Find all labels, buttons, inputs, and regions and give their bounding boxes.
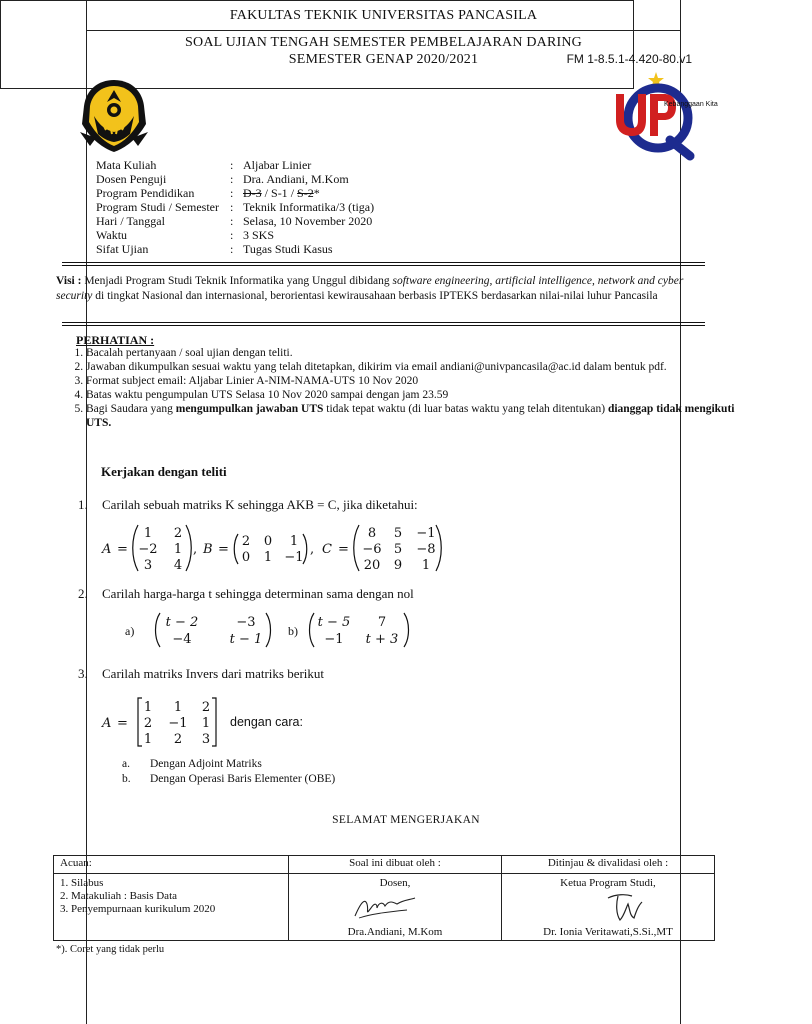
info-value: Dra. Andiani, M.Kom	[243, 172, 349, 186]
exam-title-line2: SEMESTER GENAP 2020/2021	[288, 52, 479, 67]
svg-text:−1: −1	[168, 716, 188, 731]
dosen-name: Dra.Andiani, M.Kom	[347, 926, 443, 938]
approval-table	[53, 855, 715, 941]
svg-text:=: =	[338, 542, 349, 557]
instruction-bold: mengumpulkan jawaban UTS	[175, 403, 324, 415]
program-pendidikan-value: D-3 / S-1 / S-2*	[243, 186, 320, 200]
svg-text:A: A	[102, 542, 112, 557]
visi-italic: software engineering, artificial intelligence, network and cyber security	[56, 275, 684, 302]
option-label: a.	[122, 758, 130, 770]
svg-text:5: 5	[393, 542, 403, 557]
closing-text: SELAMAT MENGERJAKAN	[332, 814, 480, 826]
dibuat-title: Soal ini dibuat oleh :	[349, 857, 441, 869]
q3-matrix	[100, 694, 230, 750]
upq-logo-icon	[612, 70, 718, 159]
exam-title	[87, 34, 680, 68]
svg-text:1: 1	[143, 732, 153, 747]
svg-text:1: 1	[143, 526, 153, 541]
info-label: Hari / Tanggal	[96, 214, 165, 228]
question-text: Carilah harga-harga t sehingga determinan sama dengan nol	[102, 586, 414, 601]
instruction-bold: dianggap tidak mengikuti UTS.	[86, 403, 735, 429]
q2-b-matrix	[308, 610, 412, 650]
ditinjau-title: Ditinjau & divalidasi oleh :	[547, 857, 669, 869]
info-label: Program Pendidikan	[96, 186, 195, 200]
separator-line	[62, 262, 705, 266]
instruction-item: 3. Format subject email: Aljabar Linier A-NIM-NAMA-UTS 10 Nov 2020	[86, 374, 736, 388]
acuan-item: 1. Silabus	[60, 877, 104, 889]
svg-text:t − 1: t − 1	[229, 632, 263, 647]
footer-note: *). Coret yang tidak perlu	[56, 944, 165, 955]
svg-text:4: 4	[173, 558, 183, 573]
svg-text:20: 20	[363, 558, 381, 573]
program-s1: S-1	[271, 186, 288, 200]
svg-text:3: 3	[143, 558, 153, 573]
svg-text:1: 1	[173, 542, 183, 557]
svg-text:−1: −1	[324, 632, 344, 647]
university-emblem-icon	[76, 76, 152, 154]
acuan-item: 2. Matakuliah : Basis Data	[60, 890, 178, 902]
svg-text:1: 1	[143, 700, 153, 715]
dosen-role: Dosen,	[379, 877, 411, 889]
instruction-item: 2. Jawaban dikumpulkan sesuai waktu yang telah ditetapkan, dikirim via email andiani@univpancasila@ac.id dalam bentuk pdf.	[86, 360, 736, 374]
svg-text:1: 1	[289, 534, 299, 549]
info-value: Tugas Studi Kasus	[243, 242, 333, 256]
acuan-title: Acuan:	[60, 857, 92, 869]
svg-text:−4: −4	[172, 632, 192, 647]
dosen-signature-icon	[351, 892, 421, 922]
question-number: 3.	[78, 666, 88, 681]
instructions-list	[56, 346, 736, 430]
kerjakan-heading: Kerjakan dengan teliti	[101, 464, 227, 479]
option-text: Dengan Adjoint Matriks	[150, 758, 262, 770]
visi-text: Menjadi Program Studi Teknik Informatika yang Unggul dibidang	[84, 275, 393, 287]
svg-text:t − 2: t − 2	[165, 615, 199, 630]
program-s2: S-2	[297, 186, 314, 200]
svg-text:=: =	[218, 542, 229, 557]
svg-text:−8: −8	[416, 542, 436, 557]
svg-text:A: A	[102, 716, 112, 731]
info-label: Dosen Penguji	[96, 172, 167, 186]
svg-text:2: 2	[201, 700, 211, 715]
svg-text:3: 3	[201, 732, 211, 747]
form-code: FM 1-8.5.1-4.420-80.v1	[566, 52, 692, 66]
instruction-text: Bagi Saudara yang	[86, 403, 176, 415]
q3-cara-text: dengan cara:	[230, 715, 303, 729]
svg-text:,: ,	[310, 542, 315, 557]
ditinjau-header	[502, 856, 715, 874]
svg-text:2: 2	[143, 716, 153, 731]
svg-text:=: =	[117, 542, 128, 557]
program-d3: D-3	[243, 186, 262, 200]
svg-text:5: 5	[393, 526, 403, 541]
dosen-signature-cell	[289, 874, 502, 941]
svg-text:1: 1	[173, 700, 183, 715]
svg-text:1: 1	[421, 558, 431, 573]
instruction-item: 1. Bacalah pertanyaan / soal ujian dengan teliti.	[86, 346, 736, 360]
svg-text:,: ,	[193, 542, 198, 557]
acuan-list	[54, 874, 289, 941]
svg-text:2: 2	[173, 526, 183, 541]
instruction-item	[86, 402, 736, 430]
info-label: Waktu	[96, 228, 128, 242]
svg-text:t + 3: t + 3	[365, 632, 399, 647]
svg-text:t − 5: t − 5	[317, 615, 351, 630]
acuan-header	[54, 856, 289, 874]
exam-title-line1: SOAL UJIAN TENGAH SEMESTER PEMBELAJARAN DARING	[185, 35, 582, 50]
q2-b-label: b)	[288, 624, 298, 638]
svg-text:=: =	[117, 716, 128, 731]
svg-text:C: C	[322, 542, 332, 557]
instruction-text: tidak tepat waktu (di luar batas waktu yang telah ditentukan)	[323, 403, 608, 415]
question-number: 2.	[78, 586, 88, 601]
faculty-title: FAKULTAS TEKNIK UNIVERSITAS PANCASILA	[229, 8, 538, 23]
svg-text:−1: −1	[416, 526, 436, 541]
instruction-item: 4. Batas waktu pengumpulan UTS Selasa 10 Nov 2020 sampai dengan jam 23.59	[86, 388, 736, 402]
info-label: Program Studi / Semester	[96, 200, 219, 214]
program-mark: *	[313, 186, 320, 200]
perhatian-title: PERHATIAN :	[76, 333, 155, 347]
svg-text:2: 2	[173, 732, 183, 747]
svg-text:B: B	[203, 542, 213, 557]
svg-text:−1: −1	[284, 550, 304, 565]
svg-text:7: 7	[377, 615, 387, 630]
svg-text:0: 0	[241, 550, 251, 565]
kaprodi-role: Ketua Program Studi,	[560, 877, 656, 889]
acuan-item: 3. Penyempurnaan kurikulum 2020	[60, 903, 216, 915]
q2-a-matrix	[152, 610, 276, 650]
logo-right-text: Kebanggaan Kita	[664, 101, 718, 108]
separator-line	[62, 322, 705, 326]
info-label: Sifat Ujian	[96, 242, 149, 256]
svg-text:9: 9	[393, 558, 403, 573]
info-label: Mata Kuliah	[96, 158, 157, 172]
info-value: Aljabar Linier	[243, 158, 312, 172]
visi-paragraph	[56, 274, 706, 304]
visi-text-end: di tingkat Nasional dan internasional, berorientasi kewirausahaan berbasis IPTEKS berdasarkan nilai-nilai luhur Pancasila	[92, 290, 658, 302]
kaprodi-name: Dr. Ionia Veritawati,S.Si.,MT	[543, 926, 673, 938]
info-value: 3 SKS	[243, 228, 275, 242]
kaprodi-signature-cell	[502, 874, 715, 941]
svg-text:1: 1	[201, 716, 211, 731]
svg-text:1: 1	[263, 550, 273, 565]
svg-text:8: 8	[367, 526, 377, 541]
question-text: Carilah sebuah matriks K sehingga AKB = C, jika diketahui:	[102, 497, 418, 512]
question-number: 1.	[78, 497, 88, 512]
option-label: b.	[122, 773, 131, 785]
svg-text:−3: −3	[236, 615, 256, 630]
q1-matrices	[100, 520, 460, 576]
svg-text:−2: −2	[138, 542, 158, 557]
option-text: Dengan Operasi Baris Elementer (OBE)	[150, 773, 336, 785]
dibuat-header	[289, 856, 502, 874]
info-value: Teknik Informatika/3 (tiga)	[243, 200, 375, 214]
kaprodi-signature-icon	[602, 890, 652, 924]
question-text: Carilah matriks Invers dari matriks berikut	[102, 666, 325, 681]
svg-text:2: 2	[241, 534, 251, 549]
q2-a-label: a)	[125, 624, 135, 638]
svg-text:−6: −6	[362, 542, 382, 557]
info-value: Selasa, 10 November 2020	[243, 214, 373, 228]
svg-text:0: 0	[263, 534, 273, 549]
visi-label: Visi :	[56, 275, 82, 287]
